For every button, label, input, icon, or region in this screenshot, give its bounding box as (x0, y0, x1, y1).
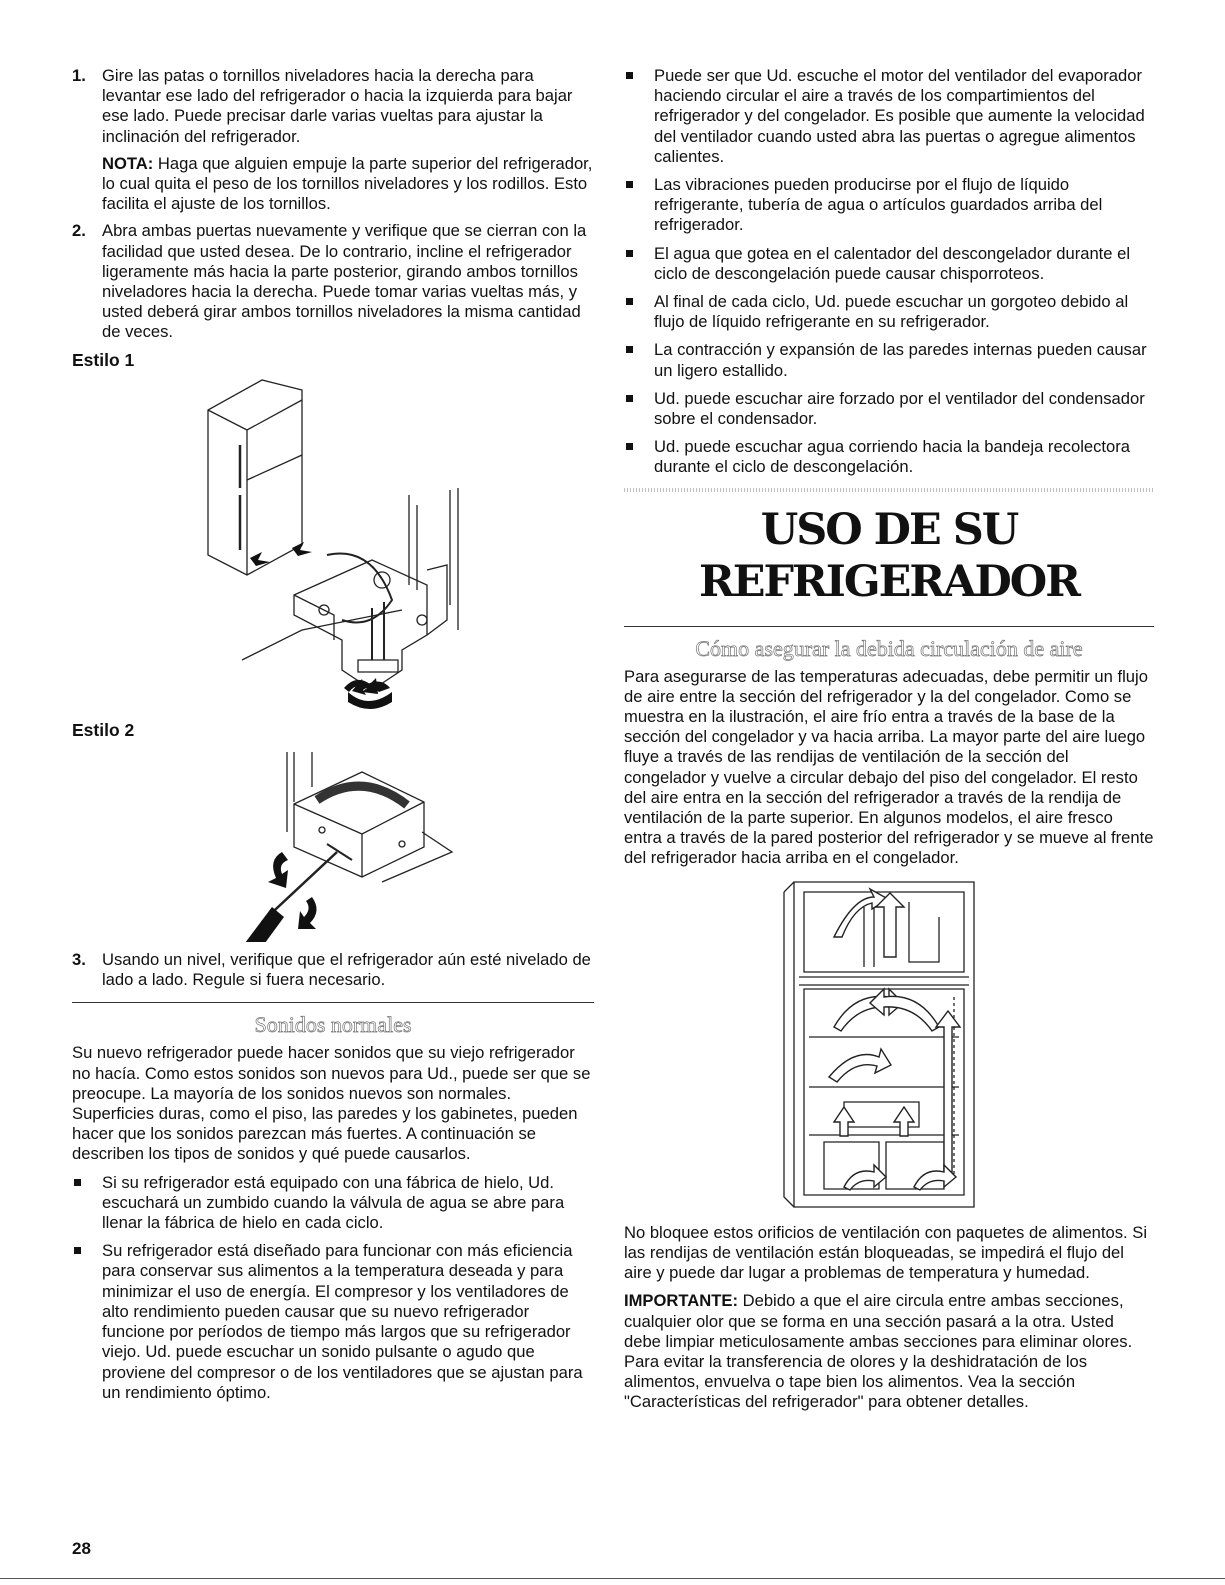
style-1-label: Estilo 1 (72, 349, 135, 370)
list-item (624, 66, 1154, 167)
bottom-border (0, 1578, 1225, 1579)
step-text: Gire las patas o tornillos niveladores hacia la derecha para levantar ese lado del refrigerador o hacia la izquierda para bajar ese lado. Puede precisar darle varias vueltas para ajustar la inclinación del refrigerador. (102, 66, 573, 146)
bullet-square-icon (626, 72, 633, 79)
list-item (72, 1173, 594, 1234)
step-number: 3. (72, 950, 86, 970)
list-item-text: Puede ser que Ud. escuche el motor del ventilador del evaporador haciendo circular el aire a través de los compartimientos del refrigerador y del congelador. Es posible que aumente la velocidad del ventilador cuando usted abra las puertas o agregue alimentos calientes. (654, 66, 1145, 166)
bullet-square-icon (74, 1179, 81, 1186)
step-3 (72, 950, 594, 990)
step-1 (72, 66, 594, 147)
right-column (624, 66, 1154, 1413)
leveling-screw-style-1-drawing (72, 370, 594, 710)
note-paragraph (102, 154, 594, 215)
note-text: Haga que alguien empuje la parte superior del refrigerador, lo cual quita el peso de los tornillos niveladores y los rodillos. Esto facilita el ajuste de los tornillos. (102, 153, 593, 214)
sounds-heading: Sonidos normales (254, 1012, 412, 1038)
list-item-text: Su refrigerador está diseñado para funcionar con más eficiencia para conservar sus alimentos a la temperatura deseada y para minimizar el uso de energía. El compresor y los ventiladores de alto rendimiento pueden causar que su nuevo refrigerador funcione por períodos de tiempo más largos que su refrigerador viejo. Ud. puede escuchar un sonido pulsante o agudo que proviene del compresor o de los ventiladores que se ajustan para un rendimiento óptimo. (102, 1241, 583, 1402)
step-text: Abra ambas puertas nuevamente y verifique que se cierran con la facilidad que usted desea. De lo contrario, incline el refrigerador ligeramente más hacia la parte posterior, girando ambos tornillos niveladores hacia la derecha. Puede tomar varias vueltas más, y usted deberá girar ambos tornillos niveladores la misma cantidad de veces. (102, 221, 587, 342)
important-text: Debido a que el aire circula entre ambas secciones, cualquier olor que se forma en una sección pasará a la otra. Usted debe limpiar meticulosamente ambas secciones para eliminar olores. Para evitar la transferencia de olores y la deshidratación de los alimentos, envuelva o tape bien los alimentos. Vea la sección "Características del refrigerador" para obtener detalles. (624, 1291, 1133, 1412)
sounds-list-continued (624, 66, 1154, 478)
style-2-illustration (72, 742, 594, 942)
list-item (624, 292, 1154, 332)
page-number: 28 (72, 1539, 91, 1558)
important-label: IMPORTANTE: (624, 1291, 738, 1311)
step-number: 2. (72, 221, 86, 241)
list-item-text: Las vibraciones pueden producirse por el flujo de líquido refrigerante, tubería de agua o artículos guardados arriba del refrigerador. (654, 175, 1103, 235)
airflow-paragraph: Para asegurarse de las temperaturas adecuadas, debe permitir un flujo de aire entre la sección del refrigerador y la del congelador. Como se muestra en la ilustración, el aire frío entra a través de la base de la sección del congelador y va hacia arriba. La mayor parte del aire luego fluye a través de las rendijas de ventilación de la sección del congelador y vuelve a circular debajo del piso del congelador. El resto del aire entra en la sección del refrigerador a través de la rendija de ventilación de la parte superior. En algunos modelos, el aire fresco entra a través de la pared posterior del refrigerador y se mueve al frente del refrigerador hacia arriba en el congelador. (624, 666, 1154, 868)
bullet-square-icon (626, 346, 633, 353)
bullet-square-icon (626, 250, 633, 257)
list-item (624, 340, 1154, 380)
style-1-illustration (72, 370, 594, 710)
list-item-text: La contracción y expansión de las paredes internas pueden causar un ligero estallido. (654, 340, 1147, 380)
list-item-text: Ud. puede escuchar agua corriendo hacia la bandeja recolectora durante el ciclo de descongelación. (654, 437, 1131, 477)
bullet-square-icon (74, 1247, 81, 1254)
important-paragraph (624, 1291, 1154, 1412)
note-label: NOTA: (102, 153, 154, 173)
list-item (624, 389, 1154, 429)
sounds-list (72, 1173, 594, 1403)
list-item-text: Ud. puede escuchar aire forzado por el ventilador del condensador sobre el condensador. (654, 388, 1145, 429)
section-divider (624, 626, 1154, 627)
airflow-illustration (624, 877, 1154, 1217)
style-2-label: Estilo 2 (72, 719, 135, 740)
list-item-text: Al final de cada ciclo, Ud. puede escuchar un gorgoteo debido al flujo de líquido refrigerante en su refrigerador. (654, 292, 1129, 332)
list-item-text: Si su refrigerador está equipado con una fábrica de hielo, Ud. escuchará un zumbido cuando la válvula de agua se abre para llenar la fábrica de hielo en cada ciclo. (102, 1172, 565, 1233)
list-item (624, 437, 1154, 477)
leveling-screw-style-2-drawing (72, 742, 594, 942)
bullet-square-icon (626, 298, 633, 305)
list-item-text: El agua que gotea en el calentador del descongelador durante el ciclo de descongelación puede causar chisporroteos. (654, 243, 1131, 283)
step-text: Usando un nivel, verifique que el refrigerador aún esté nivelado de lado a lado. Regule si fuera necesario. (102, 950, 591, 990)
section-title: USO DE SU REFRIGERADOR (699, 504, 1079, 607)
sounds-intro: Su nuevo refrigerador puede hacer sonidos que su viejo refrigerador no hacía. Como estos sonidos son nuevos para Ud., puede ser que se preocupe. La mayoría de los sonidos nuevos son normales. Superficies duras, como el piso, las paredes y los gabinetes, pueden hacer que los sonidos parezcan más fuertes. A continuación se describen los tipos de sonidos y qué puede causarlos. (72, 1043, 591, 1164)
bullet-square-icon (626, 181, 633, 188)
bullet-square-icon (626, 395, 633, 402)
list-item (624, 175, 1154, 236)
step-2 (72, 221, 594, 342)
dotted-divider (624, 488, 1154, 492)
list-item (72, 1241, 594, 1403)
bullet-square-icon (626, 443, 633, 450)
vents-paragraph: No bloquee estos orificios de ventilación con paquetes de alimentos. Si las rendijas de ventilación están bloqueadas, se impedirá el flujo del aire y puede dar lugar a problemas de temperatura y humedad. (624, 1222, 1148, 1283)
step-number: 1. (72, 66, 86, 85)
list-item (624, 244, 1154, 284)
section-divider (72, 1002, 594, 1003)
airflow-heading: Cómo asegurar la debida circulación de aire (695, 635, 1083, 661)
refrigerator-airflow-drawing (624, 877, 1154, 1217)
left-column (72, 66, 594, 1411)
